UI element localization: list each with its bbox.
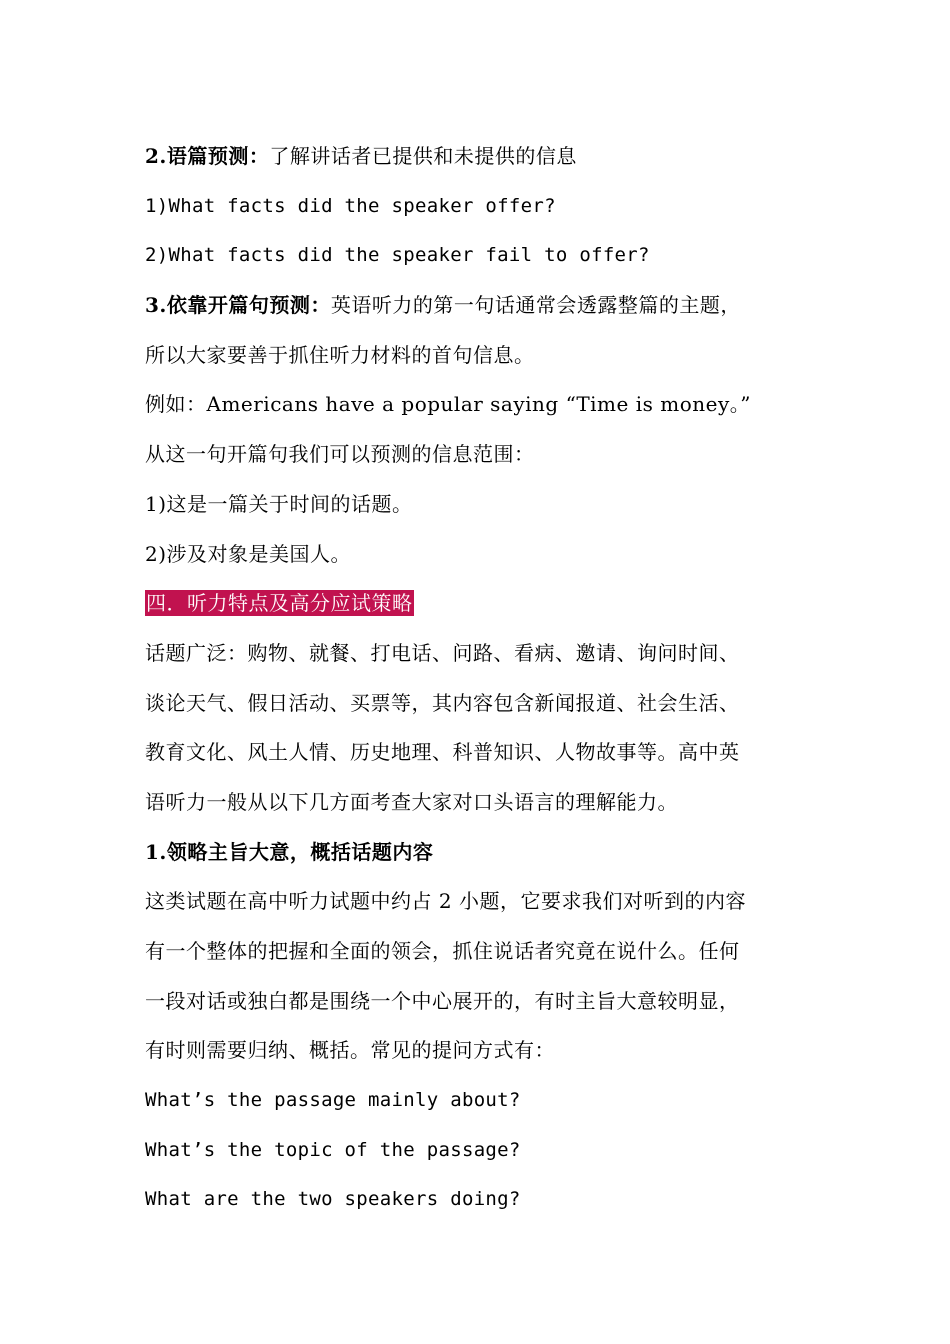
- section-4-heading-line: [145, 579, 815, 629]
- document-page: [145, 132, 815, 1225]
- section-3-text-line-2: 所以大家要善于抓住听力材料的首句信息。: [145, 342, 535, 367]
- section-3-item-1: 1)这是一篇关于时间的话题。: [145, 491, 413, 516]
- section-2-heading: 2.语篇预测：: [145, 144, 270, 168]
- section-2-line: [145, 132, 815, 182]
- sample-question: What’s the passage mainly about?: [145, 1089, 521, 1112]
- section-3-intro: 从这一句开篇句我们可以预测的信息范围：: [145, 442, 535, 467]
- section-3-line: [145, 281, 815, 331]
- subsection-1-line: 这类试题在高中听力试题中约占 2 小题，它要求我们对听到的内容: [145, 889, 746, 914]
- subsection-1-line: 有时则需要归纳、概括。常见的提问方式有：: [145, 1038, 555, 1063]
- section-3-example: 例如：Americans have a popular saying “Time is money。”: [145, 392, 751, 417]
- section-4-para-line: 教育文化、风土人情、历史地理、科普知识、人物故事等。高中英: [145, 740, 740, 765]
- section-3-item-2: 2)涉及对象是美国人。: [145, 541, 352, 566]
- section-2-question-1: 1)What facts did the speaker offer?: [145, 194, 556, 217]
- section-4-heading: 四．听力特点及高分应试策略: [146, 591, 413, 616]
- subsection-1-line: 一段对话或独白都是围绕一个中心展开的，有时主旨大意较明显，: [145, 988, 740, 1013]
- section-2-text: 了解讲话者已提供和未提供的信息: [269, 144, 577, 168]
- subsection-1-heading: 1.领略主旨大意，概括话题内容: [145, 839, 434, 864]
- section-3-heading: 3.依靠开篇句预测：: [145, 293, 331, 318]
- section-3-text-line-1: 英语听力的第一句话通常会透露整篇的主题，: [330, 293, 741, 318]
- section-4-para-line: 话题广泛：购物、就餐、打电话、问路、看病、邀请、询问时间、: [145, 640, 740, 665]
- sample-question: What’s the topic of the passage?: [145, 1138, 521, 1161]
- section-2-question-2: 2)What facts did the speaker fail to offer?: [145, 244, 650, 267]
- sample-question: What are the two speakers doing?: [145, 1188, 521, 1211]
- section-4-para-line: 语听力一般从以下几方面考查大家对口头语言的理解能力。: [145, 789, 678, 814]
- section-4-para-line: 谈论天气、假日活动、买票等，其内容包含新闻报道、社会生活、: [145, 690, 740, 715]
- subsection-1-line: 有一个整体的把握和全面的领会，抓住说话者究竟在说什么。任何: [145, 939, 740, 963]
